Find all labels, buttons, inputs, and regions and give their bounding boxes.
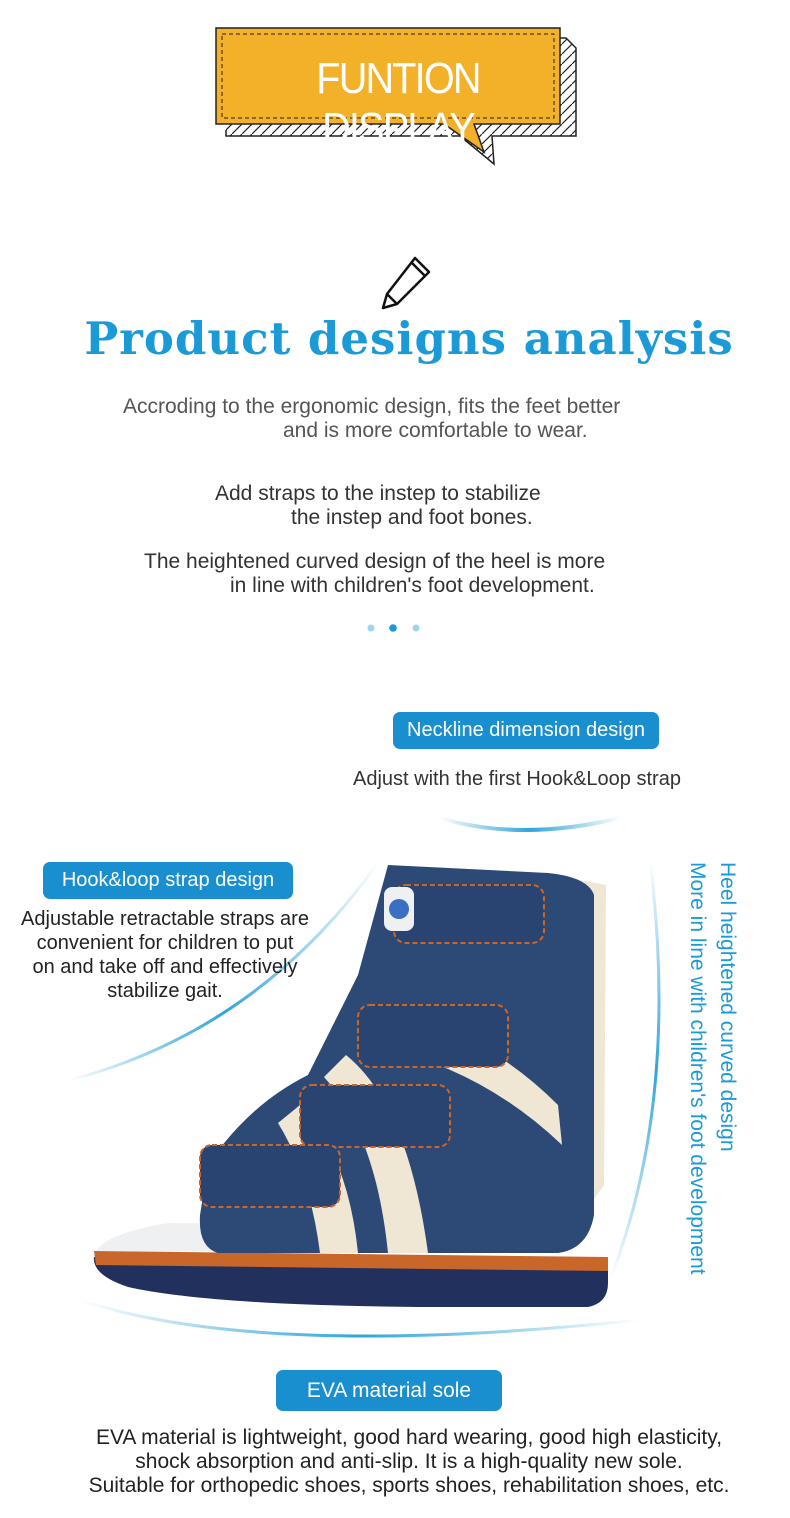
banner-title: FUNTION DISPLAY: [316, 54, 480, 153]
hookloop-desc-line-4: stabilize gait.: [107, 980, 223, 1002]
intro-line-2: and is more comfortable to wear.: [283, 419, 588, 442]
heel-design-line-2: More in line with children's foot development: [686, 862, 709, 1275]
section-banner: [212, 24, 584, 174]
hookloop-design-label: Hook&loop strap design: [43, 862, 293, 899]
dot-2: [389, 624, 397, 632]
page-title: Product designs analysis: [84, 312, 734, 365]
hookloop-desc-line-1: Adjustable retractable straps are: [21, 908, 309, 930]
point-1-line-1: Add straps to the instep to stabilize: [215, 482, 541, 505]
pagination-dots: [366, 622, 426, 634]
intro-line-1: Accroding to the ergonomic design, fits the feet better: [123, 395, 621, 418]
neckline-design-desc: Adjust with the first Hook&Loop strap: [353, 768, 681, 790]
eva-desc-line-1: EVA material is lightweight, good hard wearing, good high elasticity,: [95, 1426, 723, 1449]
point-2-line-1: The heightened curved design of the heel is more: [144, 550, 606, 573]
hookloop-desc-line-3: on and take off and effectively: [32, 956, 298, 978]
dot-1: [368, 625, 375, 632]
point-1-line-2: the instep and foot bones.: [291, 506, 533, 529]
dot-3: [413, 625, 420, 632]
eva-desc-line-2: shock absorption and anti-slip. It is a high-quality new sole.: [135, 1450, 683, 1473]
product-sandal-image: [88, 855, 618, 1325]
pencil-icon: [375, 252, 435, 314]
heel-design-line-1: Heel heightened curved design: [716, 862, 739, 1152]
heel-design-text: [682, 862, 742, 1322]
eva-sole-label: EVA material sole: [276, 1370, 502, 1411]
eva-desc-line-3: Suitable for orthopedic shoes, sports shoes, rehabilitation shoes, etc.: [88, 1474, 730, 1497]
neckline-design-label: Neckline dimension design: [393, 712, 659, 749]
point-2-line-2: in line with children's foot development.: [230, 574, 595, 597]
eva-sole-desc: [0, 1426, 790, 1498]
hookloop-desc-line-2: convenient for children to put: [36, 932, 294, 954]
